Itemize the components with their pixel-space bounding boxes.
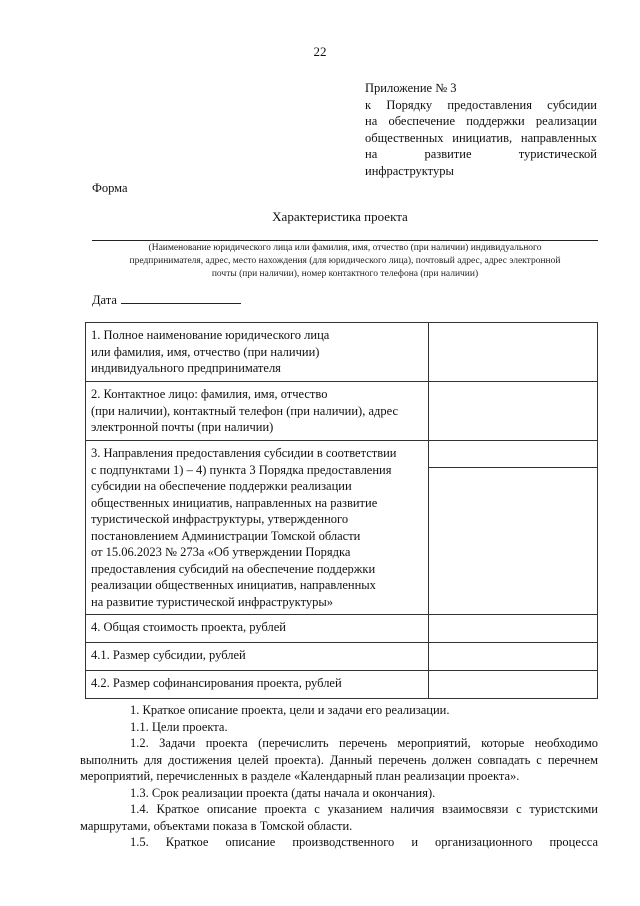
form-label: Форма [92, 181, 128, 195]
row-label-legal-name: 1. Полное наименование юридического лица или фамилия, имя, отчество (при наличии) индивидуального предпринимателя [86, 323, 429, 382]
date-line [92, 293, 241, 308]
value-cell[interactable] [429, 615, 598, 643]
value-cell[interactable] [429, 382, 598, 441]
table-row [86, 615, 598, 643]
value-cell[interactable] [429, 468, 598, 615]
name-hint [92, 242, 598, 281]
date-label: Дата [92, 293, 117, 307]
table-row [86, 671, 598, 699]
value-cell[interactable] [429, 643, 598, 671]
name-hint-line: (Наименование юридического лица или фамилия, имя, отчество (при наличии) индивидуального [148, 243, 542, 253]
appendix-header [365, 80, 597, 179]
paragraph: 1.3. Срок реализации проекта (даты начала и окончания). [130, 785, 436, 800]
body-text [80, 702, 598, 851]
appendix-line: общественных инициатив, направленных [365, 130, 597, 145]
page-number: 22 [313, 44, 327, 59]
table-row [86, 382, 598, 441]
appendix-line: инфраструктуры [365, 163, 454, 178]
appendix-line: на обеспечение поддержки реализации [365, 114, 597, 128]
row-label-contact: 2. Контактное лицо: фамилия, имя, отчество (при наличии), контактный телефон (при наличии), адрес электронной почты (при наличии) [86, 382, 429, 441]
document-title: Характеристика проекта [272, 209, 408, 224]
value-cell[interactable] [429, 323, 598, 382]
project-info-table [85, 322, 598, 699]
value-cell[interactable] [429, 441, 598, 468]
paragraph: 1.5. Краткое описание производственного и организационного процесса [130, 835, 598, 849]
table-row [86, 441, 598, 468]
name-line [92, 240, 598, 241]
table-row [86, 323, 598, 382]
appendix-line: к Порядку предоставления субсидии [365, 97, 597, 112]
table-row [86, 643, 598, 671]
paragraph: 1. Краткое описание проекта, цели и задачи его реализации. [130, 703, 450, 717]
paragraph: 1.1. Цели проекта. [130, 719, 228, 734]
paragraph: 1.4. Краткое описание проекта с указанием наличия взаимосвязи с туристскими маршрутами, объектами показа в Томской области. [80, 802, 598, 833]
row-label-total-cost: 4. Общая стоимость проекта, рублей [86, 615, 429, 643]
appendix-line: на развитие туристической [365, 147, 597, 161]
date-blank-field[interactable] [121, 293, 241, 304]
row-label-cofinancing: 4.2. Размер софинансирования проекта, рублей [86, 671, 429, 699]
paragraph: 1.2. Задачи проекта (перечислить перечень мероприятий, которые необходимо выполнить для достижения целей проекта). Данный перечень должен совпадать с перечнем мероприятий, перечисленных в разделе «Календарный план реализации проекта». [80, 736, 598, 783]
name-hint-line: предпринимателя, адрес, место нахождения (для юридического лица), почтовый адрес, адрес электронной [129, 256, 561, 266]
value-cell[interactable] [429, 671, 598, 699]
appendix-line: Приложение № 3 [365, 81, 457, 95]
row-label-directions: 3. Направления предоставления субсидии в соответствии с подпунктами 1) – 4) пункта 3 Порядка предоставления субсидии на обеспечение поддержки реализации общественных инициатив, направленных на развитие туристической инфраструктуры, утвержденного постановлением Администрации Томской области от 15.06.2023 № 273а «Об утверждении Порядка предоставления субсидий на обеспечение поддержки реализации общественных инициатив, направленных на развитие туристической инфраструктуры» [86, 441, 429, 615]
row-label-subsidy: 4.1. Размер субсидии, рублей [86, 643, 429, 671]
name-hint-line: почты (при наличии), номер контактного телефона (при наличии) [211, 269, 479, 279]
